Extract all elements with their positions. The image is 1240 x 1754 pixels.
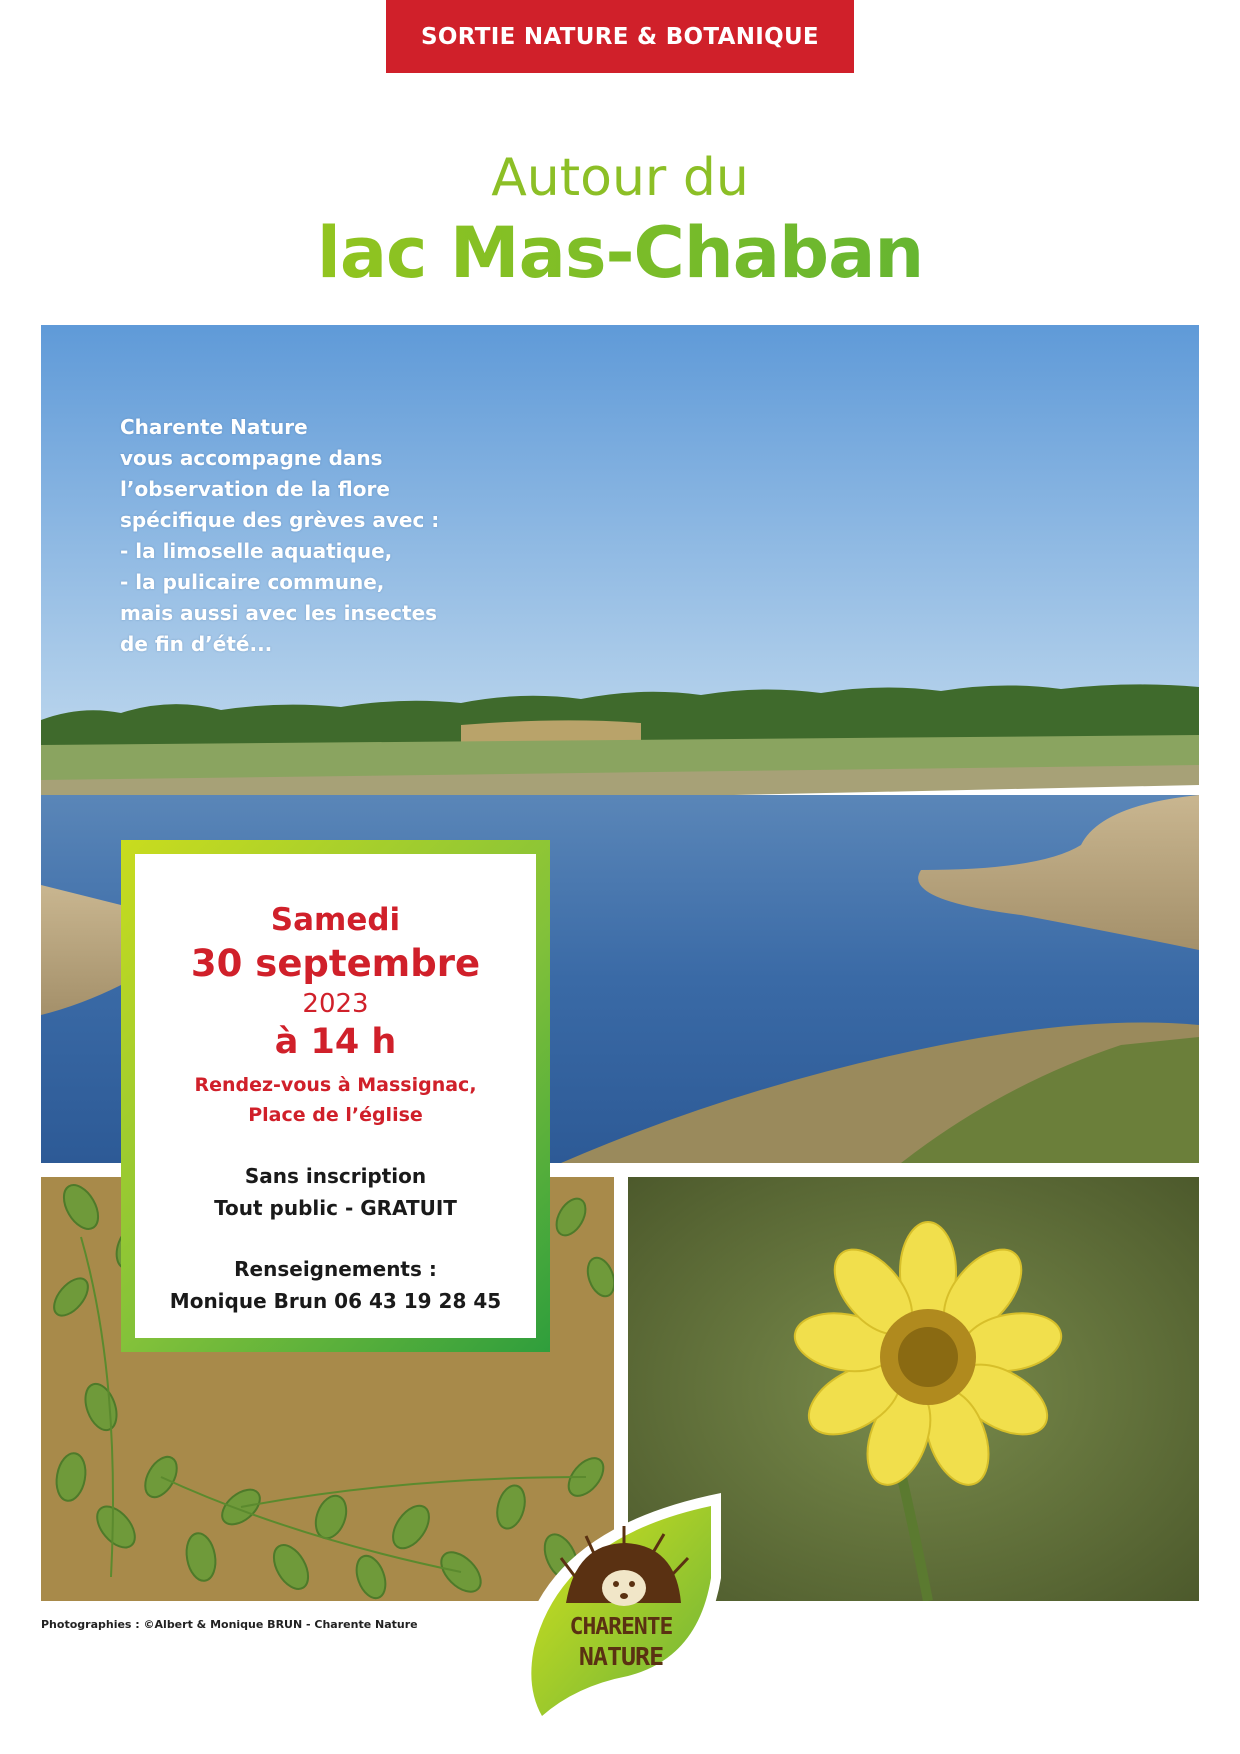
charente-nature-logo — [506, 1488, 736, 1738]
category-banner — [386, 0, 854, 73]
event-date: 30 septembre — [190, 942, 481, 985]
category-label: SORTIE NATURE & BOTANIQUE — [421, 23, 819, 50]
logo-line1: CHARENTE — [569, 1614, 673, 1640]
registration-note: Sans inscription — [244, 1164, 427, 1188]
event-place-line1: Rendez-vous à Massignac, — [194, 1074, 477, 1096]
info-label: Renseignements : — [234, 1257, 437, 1281]
intro-text: Charente Nature vous accompagne dans l’observation de la flore spécifique des grèves avec : - la limoselle aquatique, - la pulicaire commune, mais aussi avec les insectes de fin d’été... — [120, 415, 440, 656]
event-info-frame — [121, 840, 550, 1352]
contact-info: Monique Brun 06 43 19 28 45 — [169, 1289, 502, 1313]
event-day: Samedi — [270, 902, 401, 938]
audience-note: Tout public - GRATUIT — [214, 1196, 457, 1220]
event-time: à 14 h — [274, 1022, 397, 1062]
title-line2: lac Mas-Chaban — [0, 212, 1240, 294]
logo-line2: NATURE — [578, 1642, 664, 1671]
leaf-icon — [506, 1488, 736, 1738]
photo-credit: Photographies : ©Albert & Monique BRUN - Charente Nature — [41, 1618, 418, 1631]
event-info-box — [135, 854, 536, 1338]
event-year: 2023 — [302, 989, 369, 1019]
event-place-line2: Place de l’église — [248, 1104, 423, 1126]
title-line1: Autour du — [491, 148, 749, 208]
